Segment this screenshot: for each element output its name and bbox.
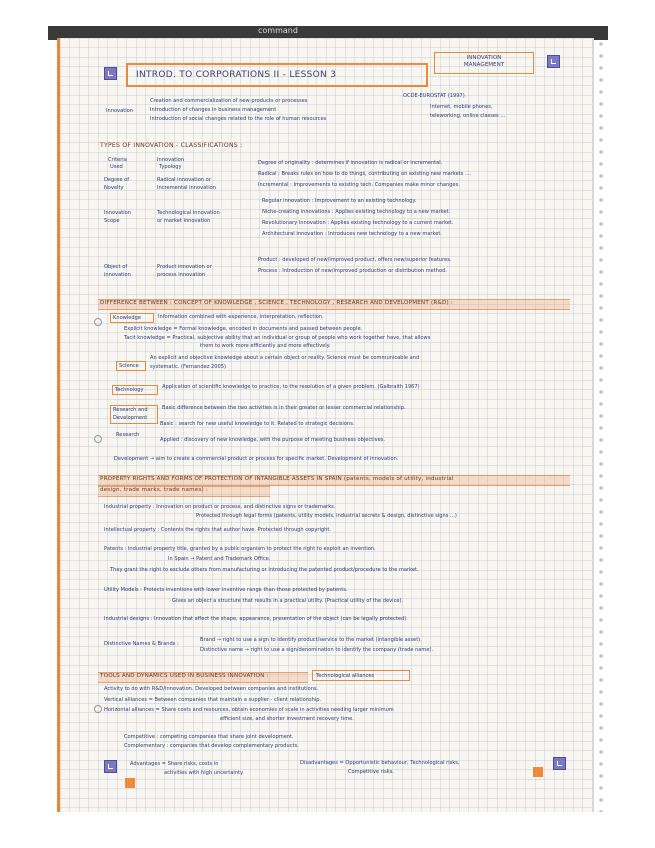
definition: Advantages = Share risks, costs in — [130, 761, 219, 767]
subject-tag — [434, 52, 534, 74]
corner-check-icon — [104, 67, 117, 80]
criteria: Object of — [104, 264, 128, 270]
definition: Application of scientific knowledge to practice, to the resolution of a given problem. (Galbraith 1967) — [162, 384, 420, 390]
criteria: Innovation — [104, 210, 131, 216]
section-heading: TOOLS AND DYNAMICS USED IN BUSINESS INNOVATION : — [100, 673, 269, 679]
definition: Brand → right to use a sign to identify product/service to the market (intangible asset). — [200, 637, 422, 643]
section-heading: PROPERTY RIGHTS AND FORMS OF PROTECTION OF INTANGIBLE ASSETS IN SPAIN (patents, models of utility, industrial — [100, 476, 454, 482]
definition: Intellectual property : Contents the rights that author have. Protected through copyright. — [104, 527, 332, 533]
definition: efficient size, and shorter investment recovery time. — [220, 716, 354, 722]
col-header: Criteria — [108, 157, 127, 163]
section-heading: design, trade marks, trade names) : — [100, 487, 209, 493]
description: Radical : Breaks rules on how to do things, contributing on existing new markets .... — [258, 171, 472, 177]
definition: systematic. (Fernandez 2005) — [150, 364, 226, 370]
term-label: Research and — [113, 407, 148, 413]
intro-label: Innovation — [106, 108, 133, 114]
window-title: command — [258, 26, 298, 35]
definition: Explicit knowledge = Formal knowledge, encoded in documents and passed between people. — [124, 326, 363, 332]
definition: Basic : search for new useful knowledge to it. Related to strategic decisions. — [160, 421, 355, 427]
intro-right: Internet, mobile phones, — [430, 104, 493, 110]
punch-hole — [94, 435, 102, 443]
corner-check-icon — [547, 55, 560, 68]
term-label: Science — [119, 363, 139, 369]
definition: Distinctive name → right to use a sign/denomination to identify the company (trade name). — [200, 647, 434, 653]
definition: Competitive risks. — [348, 769, 394, 775]
corner-check-icon — [553, 757, 566, 770]
col-header: Innovation — [157, 157, 184, 163]
col-header: Typology — [159, 164, 182, 170]
description: Regular innovation : Improvement to an existing technology. — [262, 198, 417, 204]
page-title: INTROD. TO CORPORATIONS II - LESSON 3 — [136, 70, 337, 80]
intro-line: Creation and commercialization of new products or processes — [150, 98, 308, 104]
description: Product : developed of new/improved product, offers new/superior features. — [258, 257, 452, 263]
orange-square-icon — [125, 778, 135, 788]
term-label: Knowledge — [113, 315, 142, 321]
corner-check-icon — [104, 760, 117, 773]
term-label: Technology — [115, 387, 144, 393]
description: Degree of originality : determines if innovation is radical or incremental. — [258, 160, 443, 166]
criteria: Degree of — [104, 177, 130, 183]
criteria: innovation — [104, 272, 131, 278]
punch-hole — [94, 318, 102, 326]
definition: Patents : Industrial property title, granted by a public organism to protect the right to exploit an invention. — [104, 546, 376, 552]
term-label: Development — [113, 415, 148, 421]
term-label: Technological alliances — [316, 673, 375, 679]
definition: Protected through legal forms (patents, utility models, industrial secrets & design, distinctive signs ...) — [196, 513, 457, 519]
definition: Distinctive Names & Brands : — [104, 641, 179, 647]
description: Revolutionary innovation : Applies existing technology to a current market. — [262, 220, 454, 226]
subject-tag-line: INNOVATION — [466, 55, 502, 61]
description: Incremental : Improvements to existing tech. Companies make minor changes. — [258, 182, 460, 188]
subject-tag-text — [435, 55, 533, 69]
definition: In Spain → Patent and Trademark Office. — [168, 556, 271, 562]
definition: Development → aim to create a commercial product or process for specific market. Development of innovation. — [114, 456, 399, 462]
definition: They grant the right to exclude others from manufacturing or introducing the patented product/procedure to the market. — [110, 567, 419, 573]
definition: Gives an object a structure that results in a practical utility. (Practical utility of the device). — [172, 598, 404, 604]
typology: Product innovation or — [157, 264, 212, 270]
definition: Research — [116, 432, 140, 438]
typology: or market innovation — [157, 218, 211, 224]
criteria: Scope — [104, 218, 120, 224]
definition: Disadvantages = Opportunistic behaviour, Technological risks, — [300, 760, 460, 766]
intro-right: OCDE-EUROSTAT (1997) — [403, 93, 465, 99]
description: Niche-creating innovations : Applies existing technology to a new market. — [262, 209, 451, 215]
definition: Basic difference between the two activities is in their greater or lesser commercial relationship. — [162, 405, 406, 411]
punch-hole — [94, 705, 102, 713]
page-title-box — [126, 63, 428, 87]
subject-tag-line: MANAGEMENT — [463, 62, 505, 68]
col-header: Used — [110, 164, 123, 170]
definition: Horizontal alliances = Share costs and resources, obtain economies of scale in activities needing larger minimum — [104, 707, 394, 713]
section-heading: DIFFERENCE BETWEEN : CONCEPT OF KNOWLEDGE , SCIENCE , TECHNOLOGY , RESEARCH AND DEVELOPMENT (R&D) : — [100, 300, 453, 306]
definition: Complementary : companies that develop complementary products. — [124, 743, 299, 749]
intro-right: teleworking, online classes ... — [430, 113, 506, 119]
notebook-binding — [592, 38, 608, 812]
definition: Tacit knowledge = Practical, subjective ability that an individual or group of people who work together have, that allows — [124, 335, 431, 341]
typology: Incremental innovation — [157, 185, 217, 191]
description: Architectural innovation : Introduces new technology to a new market. — [262, 231, 443, 237]
definition: Industrial property : Innovation on product or process, and distinctive signs or trademarks. — [104, 504, 336, 510]
definition: An explicit and objective knowledge about a certain object or reality. Science must be communicable and — [150, 355, 420, 361]
typology: process innovation — [157, 272, 206, 278]
definition: Information combined with experience, interpretation, reflection. — [158, 314, 324, 320]
orange-square-icon — [533, 767, 543, 777]
description: Process : Introduction of new/improved production or distribution method. — [258, 268, 447, 274]
typology: Radical innovation or — [157, 177, 211, 183]
definition: Activity to do with R&D/Innovation. Developed between companies and institutions. — [104, 686, 319, 692]
definition: Vertical alliances = Between companies that maintain a supplier - client relationship. — [104, 697, 322, 703]
intro-line: Introduction of changes in business management — [150, 107, 277, 113]
definition: activities with high uncertainty. — [164, 770, 244, 776]
intro-line: Introduction of social changes related to the role of human resources — [150, 116, 327, 122]
definition: Industrial designs : Innovation that affect the shape, appearance, presentation of the object (can be legally protected). — [104, 616, 408, 622]
section-heading: TYPES OF INNOVATION - CLASSIFICATIONS : — [100, 142, 243, 149]
definition: Applied : discovery of new knowledge, with the purpose of meeting business objectives. — [160, 437, 386, 443]
definition: Competitive : competing companies that share joint development. — [124, 734, 294, 740]
criteria: Novelty — [104, 185, 124, 191]
definition: them to work more efficiently and more effectively. — [200, 343, 331, 349]
definition: Utility Models : Protects inventions with lower inventive range than those protected by patents. — [104, 587, 348, 593]
typology: Technological innovation — [157, 210, 220, 216]
